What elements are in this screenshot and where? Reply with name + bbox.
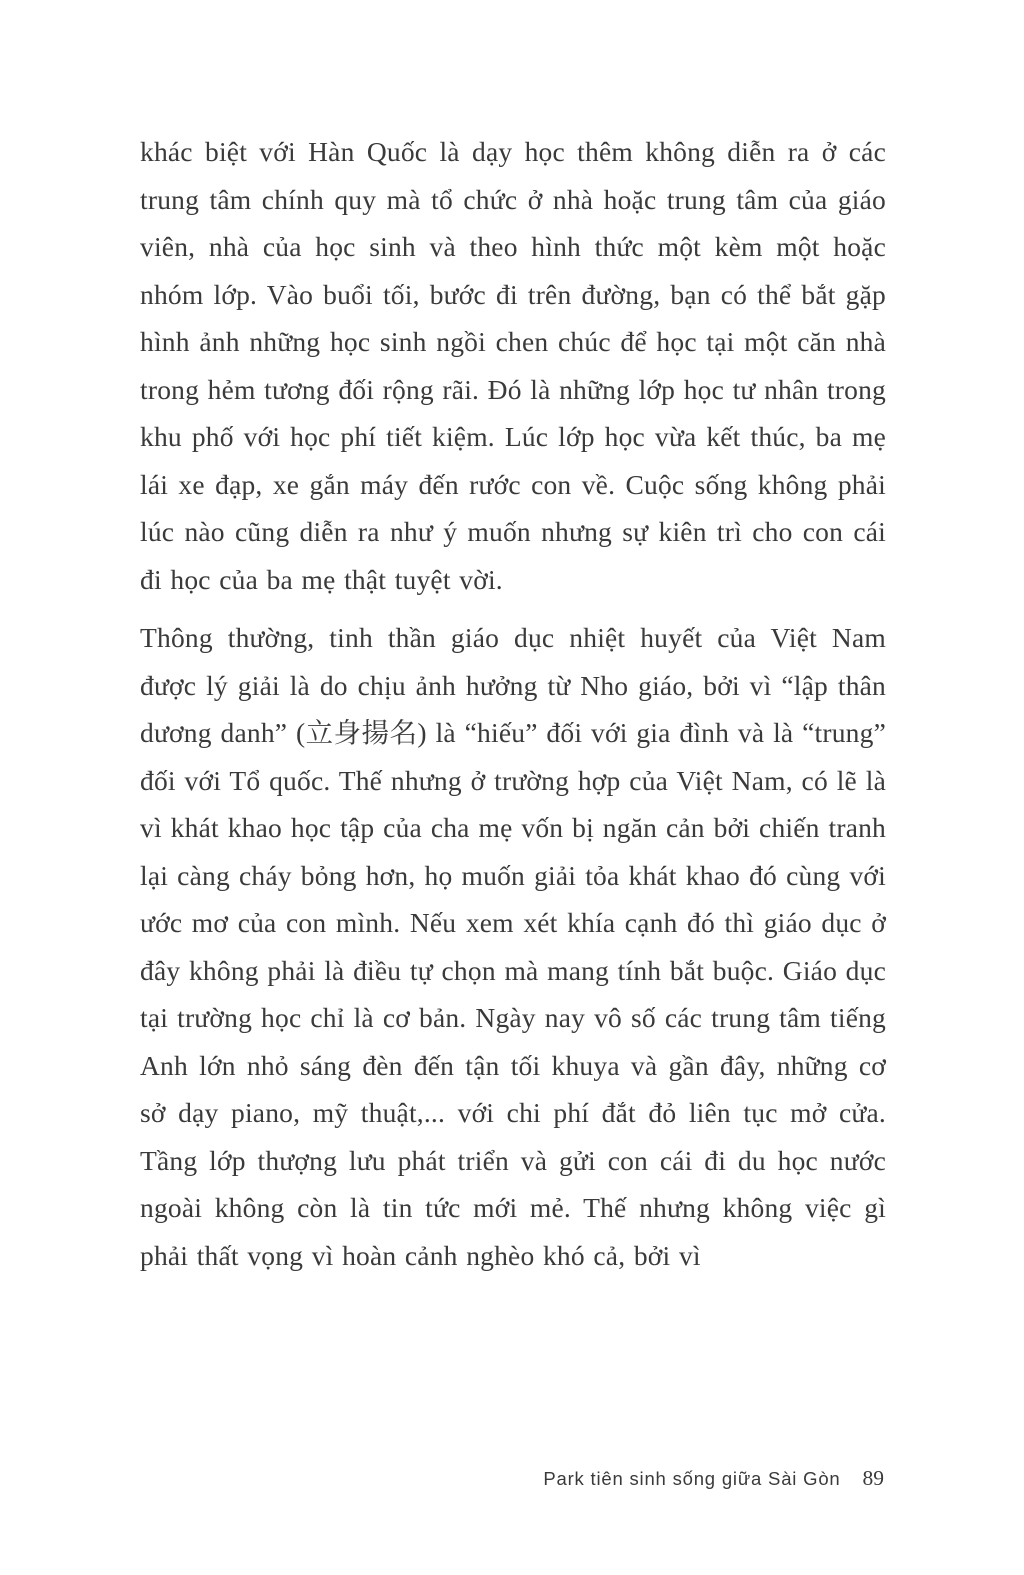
paragraph: khác biệt với Hàn Quốc là dạy học thêm không diễn ra ở các trung tâm chính quy mà tổ chức ở nhà hoặc trung tâm của giáo viên, nhà của học sinh và theo hình thức một kèm một hoặc nhóm lớp. Vào buổi tối, bước đi trên đường, bạn có thể bắt gặp hình ảnh những học sinh ngồi chen chúc để học tại một căn nhà trong hẻm tương đối rộng rãi. Đó là những lớp học tư nhân trong khu phố với học phí tiết kiệm. Lúc lớp học vừa kết thúc, ba mẹ lái xe đạp, xe gắn máy đến rước con về. Cuộc sống không phải lúc nào cũng diễn ra như ý muốn nhưng sự kiên trì cho con cái đi học của ba mẹ thật tuyệt vời. <box>140 136 886 595</box>
page-number: 89 <box>862 1466 884 1490</box>
page-body-text <box>140 128 886 1279</box>
running-title: Park tiên sinh sống giữa Sài Gòn <box>543 1468 841 1489</box>
page-footer <box>543 1466 884 1491</box>
paragraph: Thông thường, tinh thần giáo dục nhiệt huyết của Việt Nam được lý giải là do chịu ảnh hưởng từ Nho giáo, bởi vì “lập thân dương danh” (立身揚名) là “hiếu” đối với gia đình và là “trung” đối với Tổ quốc. Thế nhưng ở trường hợp của Việt Nam, có lẽ là vì khát khao học tập của cha mẹ vốn bị ngăn cản bởi chiến tranh lại càng cháy bỏng hơn, họ muốn giải tỏa khát khao đó cùng với ước mơ của con mình. Nếu xem xét khía cạnh đó thì giáo dục ở đây không phải là điều tự chọn mà mang tính bắt buộc. Giáo dục tại trường học chỉ là cơ bản. Ngày nay vô số các trung tâm tiếng Anh lớn nhỏ sáng đèn đến tận tối khuya và gần đây, những cơ sở dạy piano, mỹ thuật,... với chi phí đắt đỏ liên tục mở cửa. Tầng lớp thượng lưu phát triển và gửi con cái đi du học nước ngoài không còn là tin tức mới mẻ. Thế nhưng không việc gì phải thất vọng vì hoàn cảnh nghèo khó cả, bởi vì <box>140 622 886 1271</box>
